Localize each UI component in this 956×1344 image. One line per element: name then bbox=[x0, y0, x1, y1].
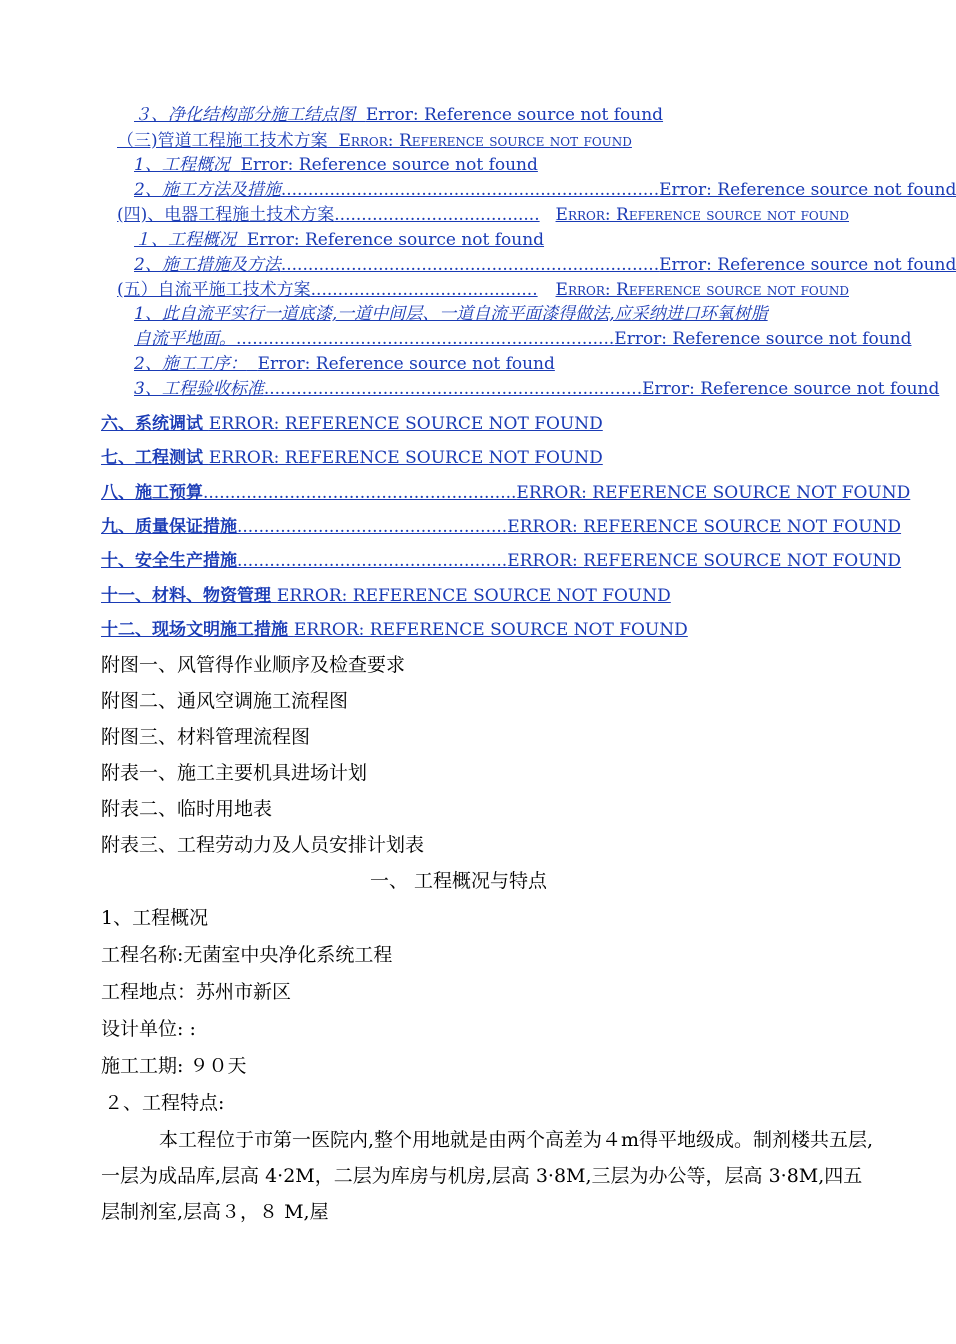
construction-period: 施工工期: ９０天 bbox=[101, 1055, 247, 1077]
toc-leader: ...................................................................... bbox=[280, 180, 660, 200]
toc-ref: Error: Reference source not found bbox=[614, 329, 912, 349]
toc-entry[interactable]: 1、工程概况 Error: Reference source not found bbox=[134, 155, 538, 175]
appendix-item: 附表三、工程劳动力及人员安排计划表 bbox=[101, 834, 425, 856]
subsection-title: ２、工程特点: bbox=[104, 1092, 225, 1114]
toc-leader: .......................................... bbox=[310, 280, 538, 300]
toc-entry[interactable]: （三)管道工程施工技术方案 Error: Reference source not found bbox=[117, 131, 632, 151]
toc-leader: .................................................. bbox=[237, 517, 508, 537]
project-description: 本工程位于市第一医院内,整个用地就是由两个高差为４m得平地级成。制剂楼共五层,一层为成品库,层高 4·2M，二层为库房与机房,层高 3·8M,三层为办公等，层高 3·8M,四五层制剂室,层高３，８ M,屋 bbox=[101, 1129, 874, 1223]
toc-ref: ERROR: REFERENCE SOURCE NOT FOUND bbox=[507, 551, 902, 571]
toc-ref: Error: Reference source not found bbox=[555, 280, 849, 300]
toc-ref: Error: Reference source not found bbox=[659, 180, 956, 200]
toc-ref: ERROR: REFERENCE SOURCE NOT FOUND bbox=[516, 483, 911, 503]
toc-leader: ...................................................................... bbox=[263, 379, 643, 399]
toc-ref: Error: Reference source not found bbox=[338, 131, 632, 151]
toc-entry[interactable]: 1、此自流平实行一道底漆,一道中间层、一道自流平面漆得做法,应采纳进口环氧树脂 bbox=[134, 304, 768, 324]
subsection-title: 1、工程概况 bbox=[101, 907, 209, 929]
section-heading: 一、 工程概况与特点 bbox=[370, 870, 548, 892]
toc-entry[interactable]: １、工程概况 Error: Reference source not found bbox=[134, 230, 545, 250]
toc-entry[interactable]: 2、施工方法及措施 ...................................................................... Error: Reference source not found bbox=[134, 180, 956, 200]
toc-entry[interactable]: 3、工程验收标准 ...................................................................... Error: Reference source not found bbox=[134, 379, 940, 399]
toc-entry[interactable]: (四)、电器工程施土技术方案 ...................................... Error: Reference source not found bbox=[117, 205, 849, 225]
toc-entry[interactable]: 2、施工措施及方法 ...................................................................... Error: Reference source not found bbox=[134, 255, 956, 275]
toc-entry[interactable]: 六、系统调试 ERROR: REFERENCE SOURCE NOT FOUND bbox=[101, 414, 603, 434]
toc-entry[interactable]: 十、安全生产措施 .................................................. ERROR: REFERENCE SOURCE NOT FOUND bbox=[101, 551, 902, 571]
appendix-item: 附图一、风管得作业顺序及检查要求 bbox=[101, 654, 406, 676]
toc-leader: .......................................................... bbox=[203, 483, 517, 503]
appendix-item: 附表一、施工主要机具进场计划 bbox=[101, 762, 368, 784]
toc-ref: ERROR: REFERENCE SOURCE NOT FOUND bbox=[208, 414, 603, 434]
toc-entry[interactable]: 十二、现场文明施工措施 ERROR: REFERENCE SOURCE NOT FOUND bbox=[101, 620, 688, 640]
toc-ref: Error: Reference source not found bbox=[555, 205, 849, 225]
toc-entry[interactable]: 自流平地面。 ...................................................................... Error: Reference source not found bbox=[134, 329, 912, 349]
appendix-item: 附图二、通风空调施工流程图 bbox=[101, 690, 349, 712]
toc-ref: Error: Reference source not found bbox=[246, 230, 545, 250]
toc-ref: Error: Reference source not found bbox=[642, 379, 940, 399]
appendix-item: 附表二、临时用地表 bbox=[101, 798, 273, 820]
toc-ref: Error: Reference source not found bbox=[365, 105, 664, 125]
toc-entry[interactable]: 七、工程测试 ERROR: REFERENCE SOURCE NOT FOUND bbox=[101, 448, 603, 468]
toc-ref: Error: Reference source not found bbox=[240, 155, 538, 175]
toc-leader: ...................................................................... bbox=[236, 329, 615, 349]
toc-entry[interactable]: 2、施工工序： Error: Reference source not found bbox=[134, 354, 555, 374]
design-unit: 设计单位: : bbox=[101, 1018, 196, 1040]
toc-leader: ...................................... bbox=[334, 205, 540, 225]
toc-entry[interactable]: 八、施工预算 .......................................................... ERROR: REFERENCE SOURCE NOT FOUND bbox=[101, 483, 911, 503]
toc-leader: .................................................. bbox=[237, 551, 508, 571]
toc-ref: Error: Reference source not found bbox=[257, 354, 555, 374]
toc-ref: Error: Reference source not found bbox=[659, 255, 956, 275]
toc-entry[interactable]: ３、净化结构部分施工结点图 Error: Reference source not found bbox=[134, 105, 664, 125]
toc-ref: ERROR: REFERENCE SOURCE NOT FOUND bbox=[276, 586, 671, 606]
toc-ref: ERROR: REFERENCE SOURCE NOT FOUND bbox=[507, 517, 902, 537]
appendix-item: 附图三、材料管理流程图 bbox=[101, 726, 311, 748]
toc-ref: ERROR: REFERENCE SOURCE NOT FOUND bbox=[293, 620, 688, 640]
project-location: 工程地点：苏州市新区 bbox=[101, 981, 292, 1003]
toc-entry[interactable]: 九、质量保证措施 .................................................. ERROR: REFERENCE SOURCE NOT FOUND bbox=[101, 517, 902, 537]
toc-entry[interactable]: 十一、材料、物资管理 ERROR: REFERENCE SOURCE NOT FOUND bbox=[101, 586, 671, 606]
toc-entry[interactable]: (五）自流平施工技术方案 .......................................... Error: Reference source not found bbox=[117, 280, 849, 300]
project-name: 工程名称:无菌室中央净化系统工程 bbox=[101, 944, 393, 966]
toc-leader: ...................................................................... bbox=[280, 255, 660, 275]
toc-ref: ERROR: REFERENCE SOURCE NOT FOUND bbox=[208, 448, 603, 468]
